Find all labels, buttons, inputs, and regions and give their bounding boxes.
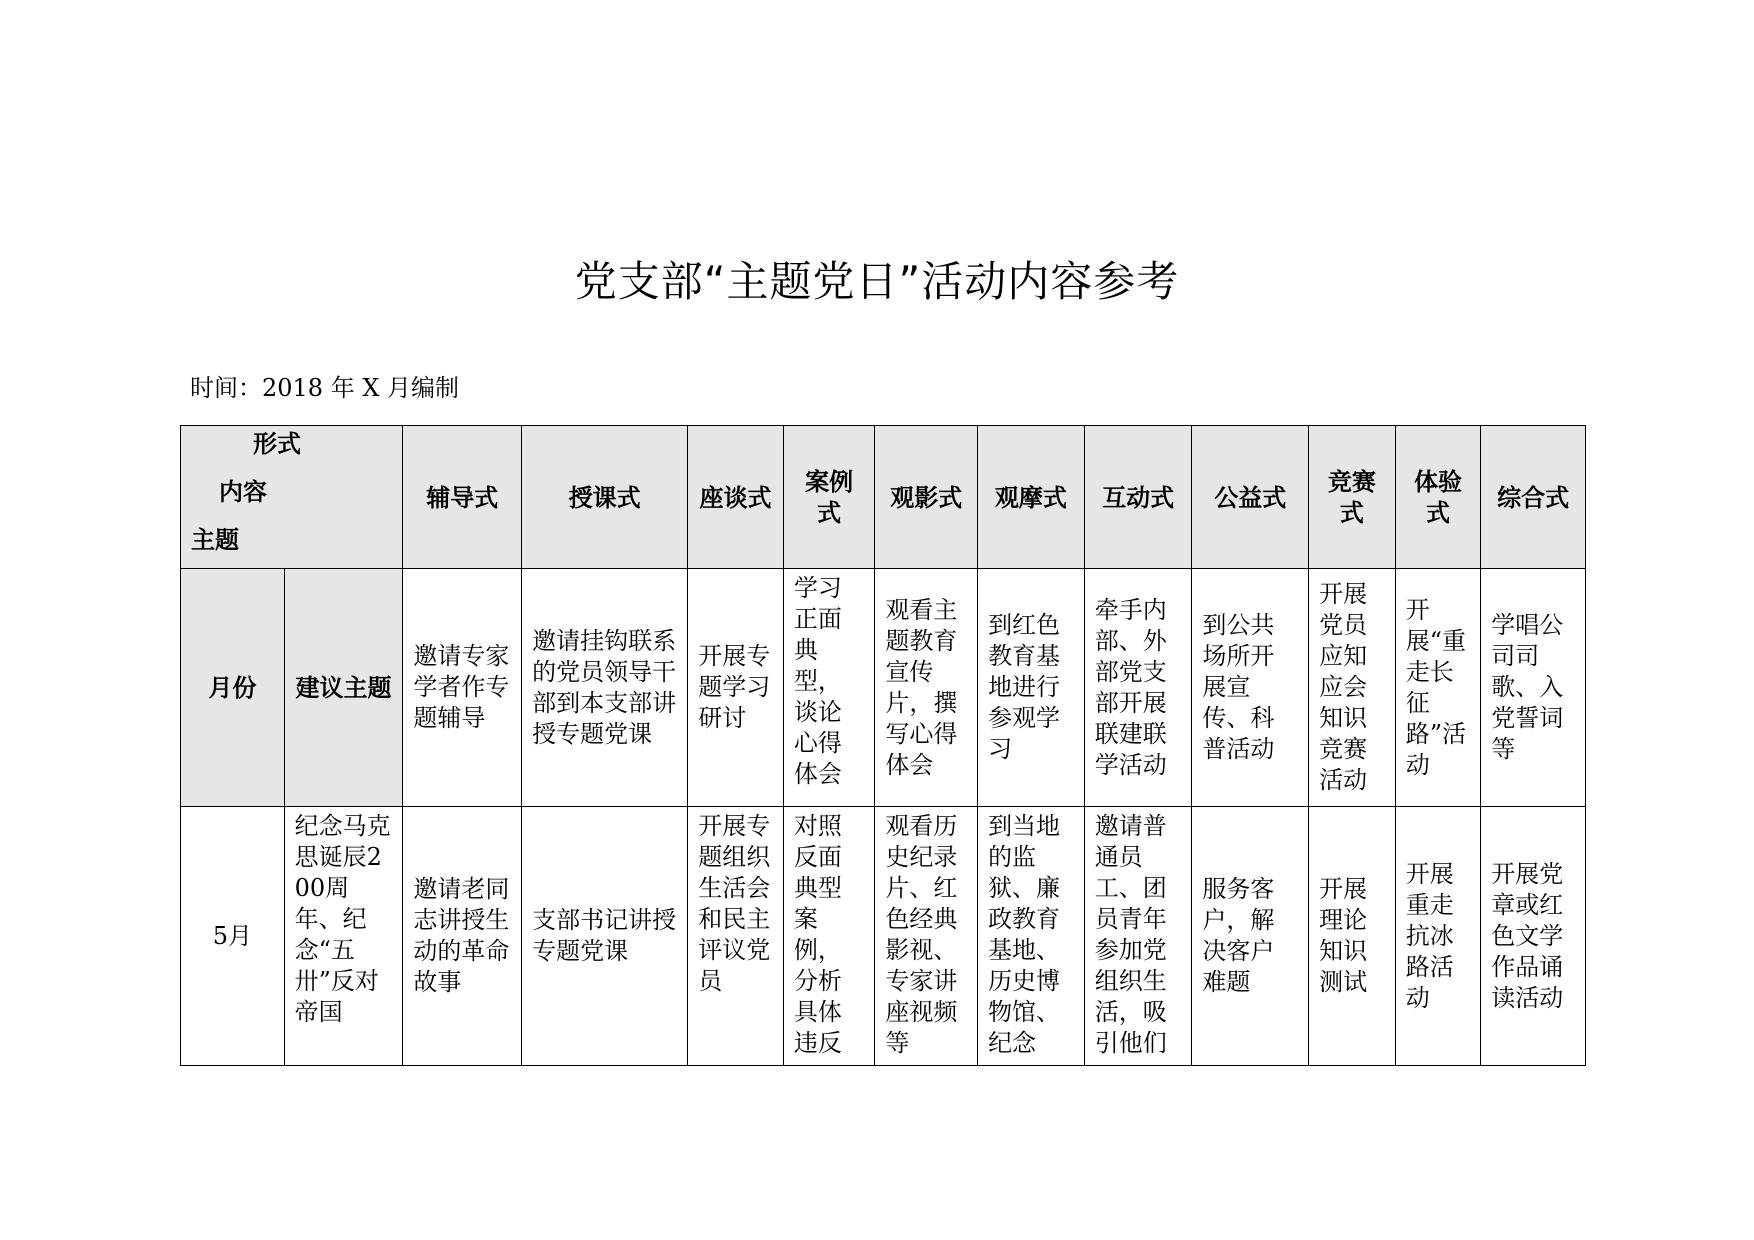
form-description: 邀请挂钩联系的党员领导干部到本支部讲授专题党课 <box>522 569 688 807</box>
page-title: 党支部“主题党日”活动内容参考 <box>574 257 1180 306</box>
form-description: 开展党员应知应会知识竞赛活动 <box>1309 569 1396 807</box>
diag-label-form: 形式 <box>253 429 301 458</box>
form-description: 学习正面典型，谈论心得体会 <box>783 569 875 807</box>
activity-cell: 邀请老同志讲授生动的革命故事 <box>403 807 522 1066</box>
form-description: 观看主题教育宣传片，撰写心得体会 <box>875 569 978 807</box>
activity-cell: 对照反面典型案例，分析具体违反 <box>783 807 875 1066</box>
theme-cell: 纪念马克思诞辰200周年、纪念“五卅”反对帝国 <box>284 807 403 1066</box>
column-header: 案例式 <box>783 426 875 569</box>
activity-cell: 开展重走抗冰路活动 <box>1395 807 1481 1066</box>
theme-header: 建议主题 <box>284 569 403 807</box>
activity-cell: 观看历史纪录片、红色经典影视、专家讲座视频等 <box>875 807 978 1066</box>
month-cell: 5月 <box>181 807 285 1066</box>
form-description: 邀请专家学者作专题辅导 <box>403 569 522 807</box>
column-header: 观影式 <box>875 426 978 569</box>
activity-cell: 开展理论知识测试 <box>1309 807 1396 1066</box>
activity-table <box>180 425 1586 1066</box>
form-description: 学唱公司司歌、入党誓词等 <box>1481 569 1586 807</box>
form-description: 开展“重走长征路”活动 <box>1395 569 1481 807</box>
form-description: 开展专题学习研讨 <box>688 569 784 807</box>
column-header: 授课式 <box>522 426 688 569</box>
table-subheader-row <box>181 569 1586 807</box>
diag-label-theme: 主题 <box>191 525 239 554</box>
activity-cell: 开展党章或红色文学作品诵读活动 <box>1481 807 1586 1066</box>
activity-cell: 邀请普通员工、团员青年参加党组织生活，吸引他们 <box>1084 807 1192 1066</box>
activity-cell: 开展专题组织生活会和民主评议党员 <box>688 807 784 1066</box>
activity-cell: 服务客户，解决客户难题 <box>1192 807 1309 1066</box>
column-header: 综合式 <box>1481 426 1586 569</box>
diagonal-header-cell <box>181 426 403 569</box>
column-header: 辅导式 <box>403 426 522 569</box>
column-header: 公益式 <box>1192 426 1309 569</box>
column-header: 体验式 <box>1395 426 1481 569</box>
form-description: 到公共场所开展宣传、科普活动 <box>1192 569 1309 807</box>
compile-date: 时间：2018 年 X 月编制 <box>190 374 460 402</box>
diag-label-content: 内容 <box>219 477 267 506</box>
column-header: 互动式 <box>1084 426 1192 569</box>
form-description: 牵手内部、外部党支部开展联建联学活动 <box>1084 569 1192 807</box>
activity-cell: 支部书记讲授专题党课 <box>522 807 688 1066</box>
activity-cell: 到当地的监狱、廉政教育基地、历史博物馆、纪念 <box>978 807 1085 1066</box>
table-row <box>181 807 1586 1066</box>
month-header: 月份 <box>181 569 285 807</box>
column-header: 座谈式 <box>688 426 784 569</box>
column-header: 观摩式 <box>978 426 1085 569</box>
column-header: 竞赛式 <box>1309 426 1396 569</box>
form-description: 到红色教育基地进行参观学习 <box>978 569 1085 807</box>
table-header-row <box>181 426 1586 569</box>
